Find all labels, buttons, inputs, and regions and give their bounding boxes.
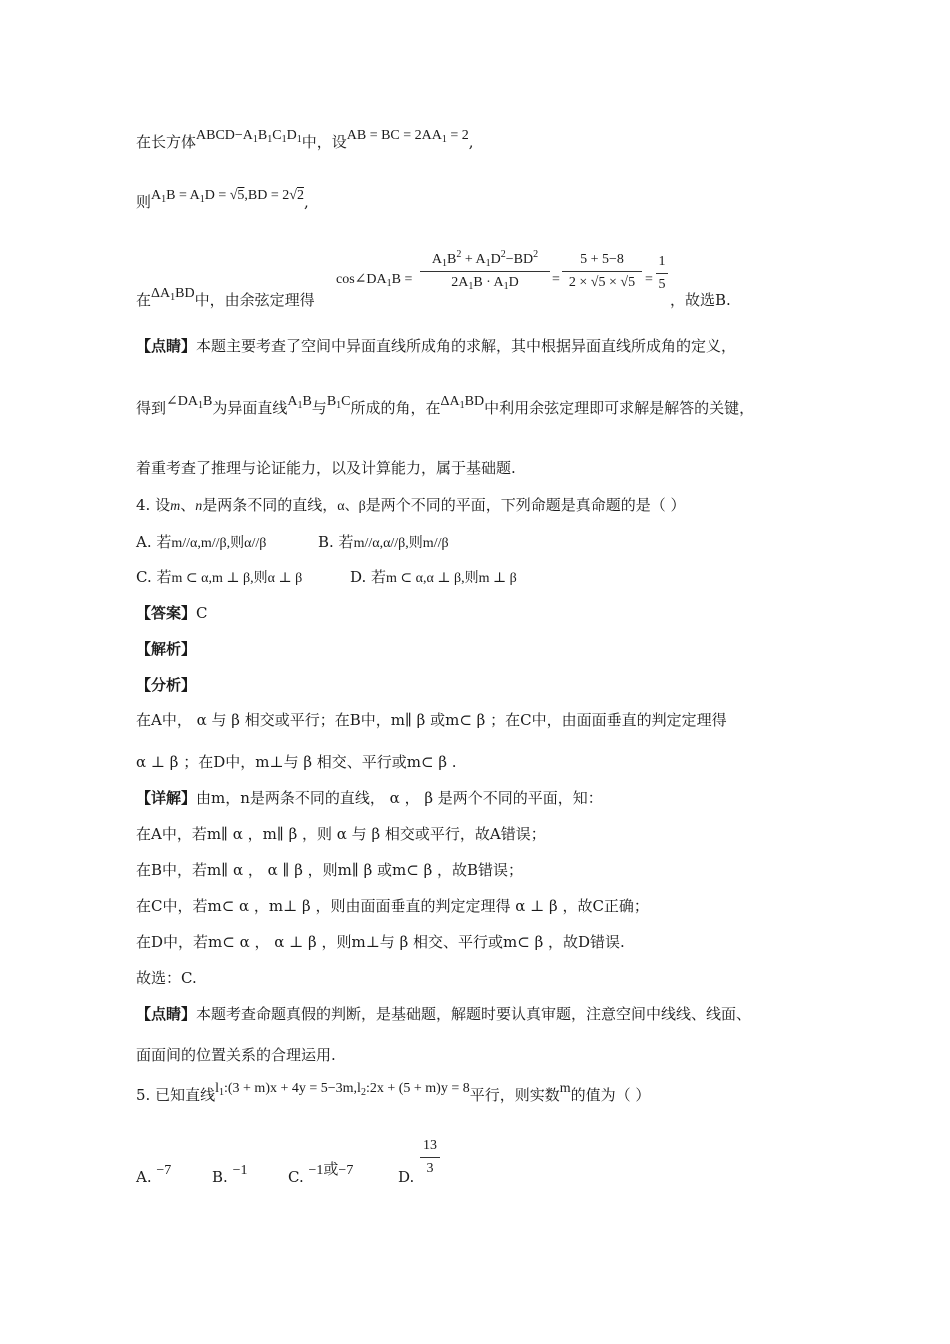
- question-4-options-cd: [136, 567, 517, 589]
- detail-tag: 【详解】: [136, 789, 197, 807]
- text: ，故选B.: [670, 291, 731, 309]
- fenxi-tag: 【分析】: [136, 676, 197, 694]
- math-fraction-3: 1 5: [656, 254, 668, 293]
- option-a[interactable]: A. −7: [136, 1163, 172, 1186]
- option-c[interactable]: C. −1或−7: [288, 1160, 354, 1186]
- option-b[interactable]: B. −1: [212, 1163, 248, 1186]
- note-line: 着重考查了推理与论证能力，以及计算能力，属于基础题.: [136, 459, 516, 477]
- detail-line-3: 在B中，若m∥ α ， α ∥ β ，则m∥ β 或m⊂ β ，故B错误；: [136, 861, 524, 879]
- answer-value: C: [196, 604, 208, 622]
- math-triangle: $\Delta A_1BD$: [151, 286, 195, 303]
- question-4-stem: 4. 设m、n是两条不同的直线，α、β是两个不同的平面，下列命题是真命题的是（ ）: [136, 496, 686, 514]
- text-line-cosine: [136, 286, 315, 312]
- math-fraction-2: 5 + 5−8 2 × √5 × √5: [562, 252, 642, 291]
- note-line: [136, 336, 736, 356]
- text: 是两条不同的直线，: [202, 496, 338, 514]
- note-tag: 【点睛】: [136, 337, 197, 355]
- text: 在: [136, 291, 152, 309]
- answer-tag: 【答案】: [136, 604, 197, 622]
- question-5-options: [136, 1160, 415, 1189]
- math-diagonals: $A_1B = A_1D = √5,BD = 2√2$: [151, 188, 304, 205]
- math-triangle: $\Delta A_1BD$: [440, 394, 485, 411]
- detail-line-5: 在D中，若m⊂ α ， α ⊥ β ，则m⊥与 β 相交、平行或m⊂ β ，故D错误.: [136, 933, 625, 951]
- note-tag: 【点睛】: [136, 1005, 197, 1023]
- math-lines: $l_1:(3 + m)x + 4y$ = $5-3m,l_2:2x + (5 + m)y = 8$: [215, 1081, 470, 1098]
- detail-line-4: 在C中，若m⊂ α ，m⊥ β ，则由面面垂直的判定定理得 α ⊥ β ，故C正确；: [136, 897, 649, 915]
- math-angle: $\angle DA_1B$: [166, 394, 213, 411]
- detail-line-2: 在A中，若m∥ α ，m∥ β ，则 α 与 β 相交或平行，故A错误；: [136, 825, 546, 843]
- text: 本题考查命题真假的判断，是基础题，解题时要认真审题，注意空间中线线、线面、: [196, 1005, 752, 1023]
- text-line-cuboid: 在长方体$ABCD-A_1B_1C_1D_1$中，设AB = BC = $2AA_1 = 2$,: [136, 128, 474, 151]
- option-c[interactable]: C. 若m ⊂ α,m ⊥ β,则α ⊥ β: [136, 568, 303, 586]
- text-line-lengths: 则$A_1B = A_1D = √5,BD = 2√2$,: [136, 188, 309, 211]
- option-d[interactable]: D. 若m ⊂ α,α ⊥ β,则m ⊥ β: [350, 568, 517, 586]
- text: 为异面直线: [212, 399, 288, 417]
- option-b[interactable]: B. 若m//α,α//β,则m//β: [318, 533, 449, 551]
- option-d[interactable]: D.: [398, 1168, 415, 1186]
- text: 是两个不同的平面，下列命题是真命题的是（ ）: [365, 496, 686, 514]
- analysis-tag: 【解析】: [136, 640, 197, 658]
- text: 本题主要考查了空间中异面直线所成角的求解，其中根据异面直线所成角的定义，: [196, 337, 737, 355]
- math-line: $A_1B$: [287, 394, 312, 411]
- math-lengths: AB = BC = $2AA_1 = 2$: [346, 128, 469, 145]
- text: 的值为（ ）: [570, 1086, 651, 1104]
- fenxi-line-1: 在A中， α 与 β 相交或平行；在B中，m∥ β 或m⊂ β ；在C中，由面面垂直的判定定理得: [136, 711, 727, 729]
- fenxi-line-2: α ⊥ β ；在D中，m⊥与 β 相交、平行或m⊂ β .: [136, 753, 457, 771]
- text: 中，设: [301, 133, 347, 151]
- text: 平行，则实数: [469, 1086, 560, 1104]
- text: 5. 已知直线: [136, 1086, 216, 1104]
- note-line-1: [136, 1004, 751, 1024]
- option-a[interactable]: A. 若m//α,m//β,则α//β: [136, 533, 267, 551]
- note-line-2: 面面间的位置关系的合理运用.: [136, 1046, 336, 1064]
- text: 中，由余弦定理得: [194, 291, 315, 309]
- math-cos-label: $\cos\angle DA_1B$ =: [336, 272, 413, 289]
- question-5-stem: 5. 已知直线$l_1:(3 + m)x + 4y$ = $5-3m,l_2:2x + (5 + m)y = 8$平行，则实数m的值为（ ）: [136, 1081, 651, 1104]
- answer-line: [136, 603, 208, 623]
- text: 得到: [136, 399, 167, 417]
- math-line: $B_1C$: [326, 394, 351, 411]
- note-line: [136, 394, 755, 420]
- math-fraction-1: $A_1B^2 + A_1D^2-BD^2$ $2A_1B \cdot A_1D$: [420, 252, 550, 291]
- text: 、: [180, 496, 196, 514]
- text: 与: [311, 399, 327, 417]
- question-4-options-ab: [136, 532, 449, 554]
- text: 由m，n是两条不同的直线， α ， β 是两个不同的平面，知：: [196, 789, 603, 807]
- text: 所成的角，在: [350, 399, 441, 417]
- math-cuboid: $ABCD-A_1B_1C_1D_1$: [196, 128, 302, 145]
- text: 中利用余弦定理即可求解是解答的关键，: [484, 399, 755, 417]
- text: 在长方体: [136, 133, 197, 151]
- text: 4. 设: [136, 496, 171, 514]
- choose-line: 故选：C.: [136, 969, 197, 987]
- math-fraction-d: 13 3: [420, 1138, 440, 1177]
- text: 则: [136, 193, 152, 211]
- detail-line-1: [136, 788, 603, 808]
